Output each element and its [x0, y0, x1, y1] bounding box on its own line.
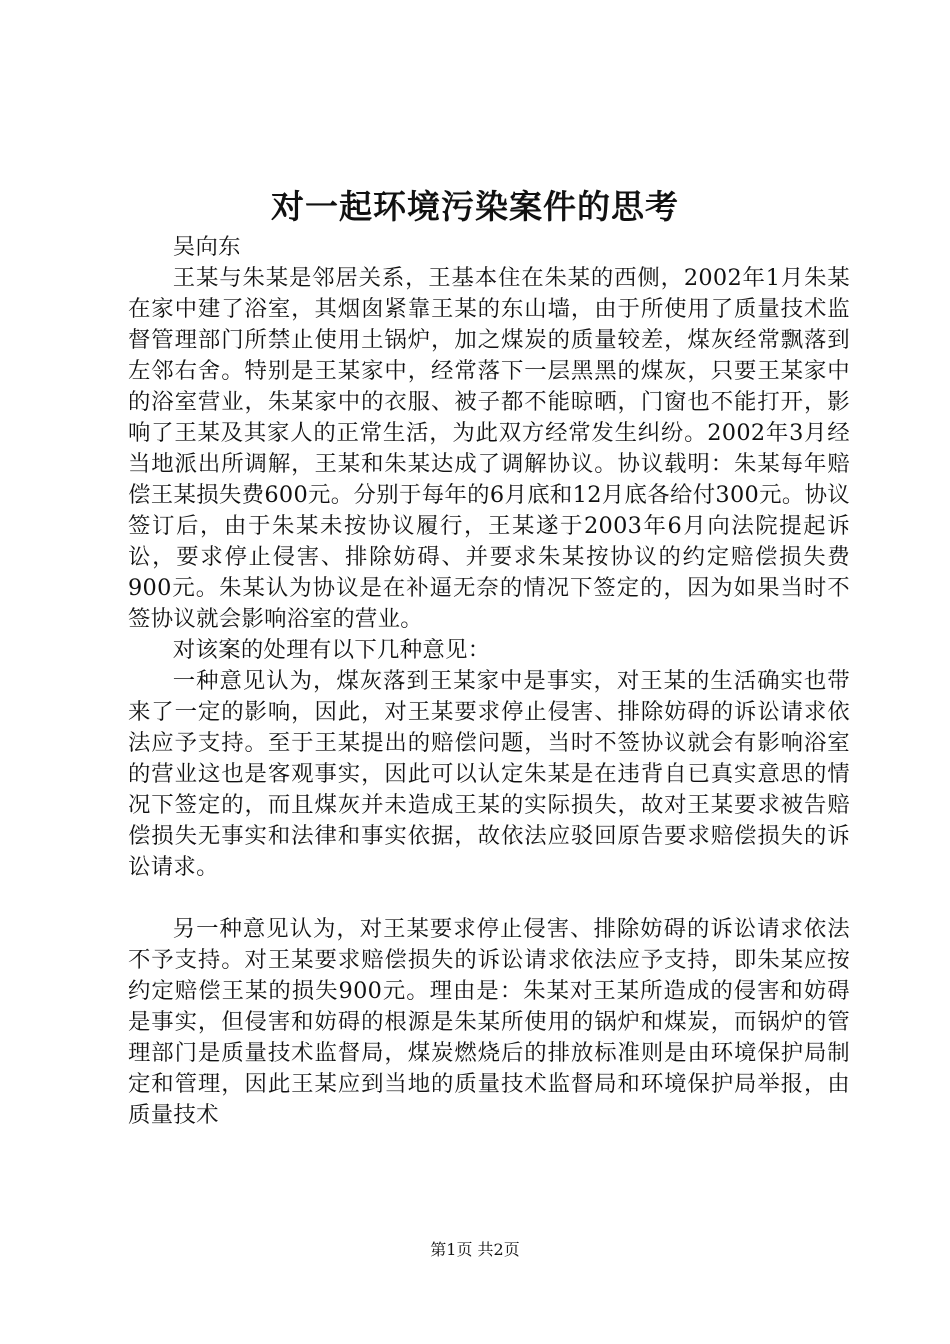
- paragraph-case-facts: 王某与朱某是邻居关系，王基本住在朱某的西侧，2002年1月朱某在家中建了浴室，其烟囱紧靠王某的东山墙，由于所使用了质量技术监督管理部门所禁止使用土锅炉，加之煤炭的质量较差，煤灰经常飘落到左邻右舍。特别是王某家中，经常落下一层黑黑的煤灰，只要王某家中的浴室营业，朱某家中的衣服、被子都不能晾晒，门窗也不能打开，影响了王某及其家人的正常生活，为此双方经常发生纠纷。2002年3月经当地派出所调解，王某和朱某达成了调解协议。协议载明：朱某每年赔偿王某损失费600元。分别于每年的6月底和12月底各给付300元。协议签订后，由于朱某未按协议履行，王某遂于2003年6月向法院提起诉讼，要求停止侵害、排除妨碍、并要求朱某按协议的约定赔偿损失费900元。朱某认为协议是在补逼无奈的情况下签定的，因为如果当时不签协议就会影响浴室的营业。: [128, 265, 850, 632]
- author-line: 吴向东: [172, 234, 241, 260]
- paragraph-first-opinion: 一种意见认为，煤灰落到王某家中是事实，对王某的生活确实也带来了一定的影响，因此，对王某要求停止侵害、排除妨碍的诉讼请求依法应予支持。至于王某提出的赔偿问题，当时不签协议就会有影响浴室的营业这也是客观事实，因此可以认定朱某是在违背自已真实意思的情况下签定的，而且煤灰并未造成王某的实际损失，故对王某要求被告赔偿损失无事实和法律和事实依据，故依法应驳回原告要求赔偿损失的诉讼请求。: [128, 668, 850, 880]
- paragraph-second-opinion: 另一种意见认为，对王某要求停止侵害、排除妨碍的诉讼请求依法不予支持。对王某要求赔偿损失的诉讼请求依法应予支持，即朱某应按约定赔偿王某的损失900元。理由是：朱某对王某所造成的侵害和妨碍是事实，但侵害和妨碍的根源是朱某所使用的锅炉和煤炭，而锅炉的管理部门是质量技术监督局，煤炭燃烧后的排放标准则是由环境保护局制定和管理，因此王某应到当地的质量技术监督局和环境保护局举报，由质量技术: [128, 916, 850, 1128]
- page-number-footer: 第1页 共2页: [430, 1240, 520, 1259]
- document-body: [128, 232, 850, 1131]
- paragraph-opinions-intro: 对该案的处理有以下几种意见：: [172, 637, 491, 663]
- document-title: 对一起环境污染案件的思考: [271, 187, 679, 226]
